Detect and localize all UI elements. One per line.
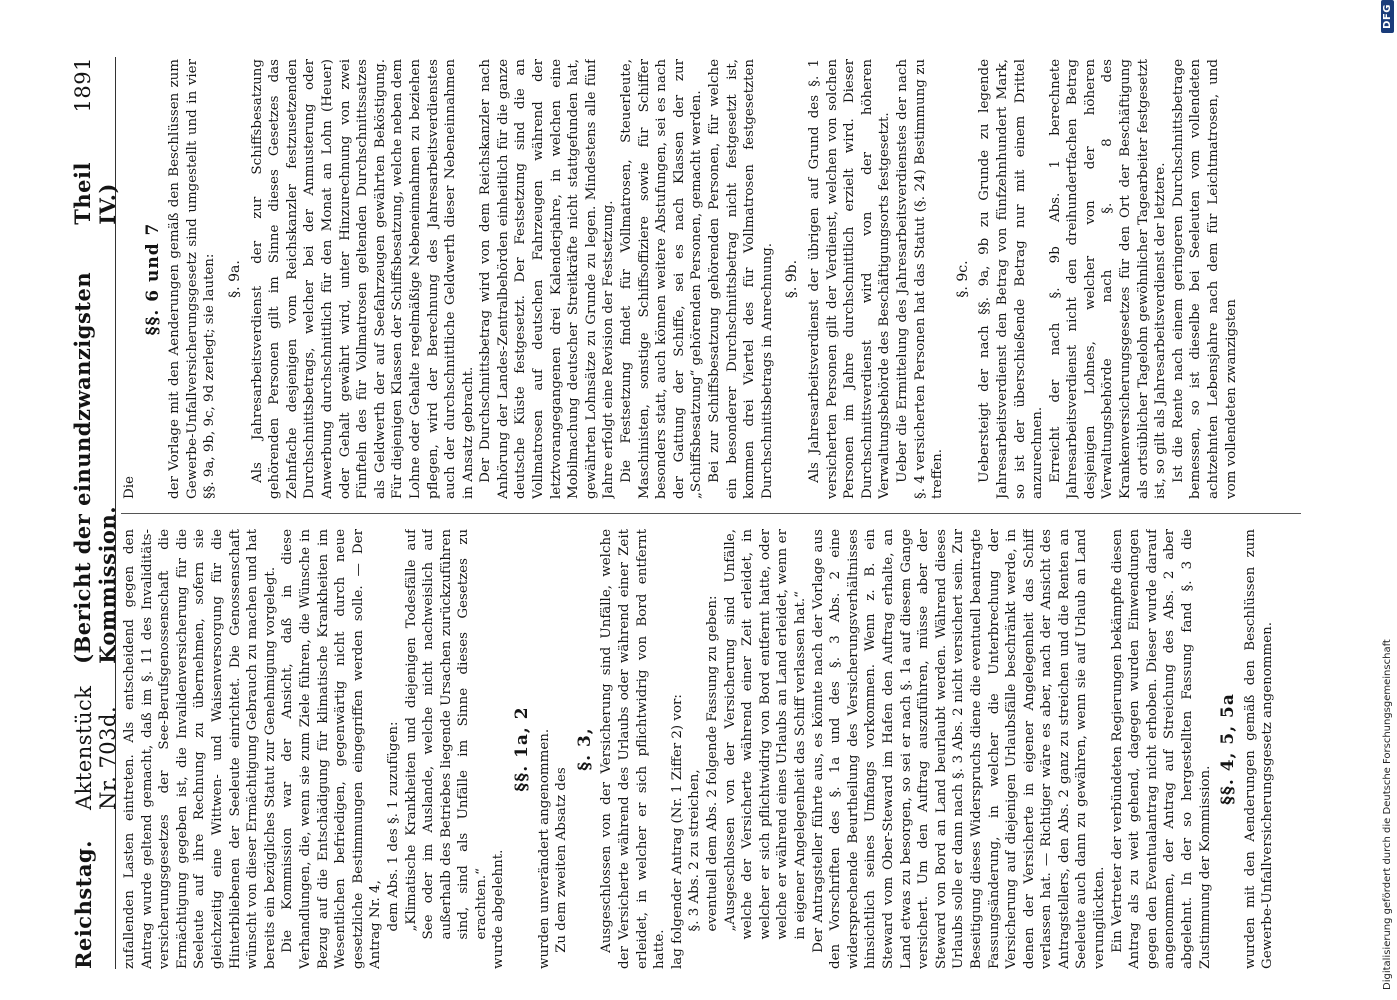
paragraph: Die Festsetzung findet für Vollmatrosen, Steuerleute, Maschinisten, sonstige Schiffsoffiziere sowie für Schiffer besonders statt, auch können weitere Abstufungen, sei es nach der Gattung der Schiffe, sei es nach Klassen der zur „Schiffsbesatzung“ gehörenden Personen, gemacht werden. [619,59,705,499]
paragraph: zufallenden Lasten eintreten. Als entscheidend gegen den Antrag wurde geltend gemacht, daß im §. 11 des Invaliditäts-versicherungsgesetzes der See-Berufsgenossenschaft die Ermächtigung gegeben ist, die Invalidenversicherung für die Seeleute auf ihre Rechnung zu übernehmen, sofern sie gleichzeitig eine Wittwen- und Waisenversorgung für die Hinterbliebenen der Seeleute einrichtet. Die Genossenschaft wünscht von dieser Ermächtigung Gebrauch zu machen und hat bereits ein bezügliches Statut zur Genehmigung vorgelegt. [122,529,278,969]
paragraph-heading: §. 9a. [226,260,243,298]
paragraph: Der Durchschnittsbetrag wird von dem Reichskanzler nach Anhörung der Landes-Zentralbehörden einheitlich für die ganze deutsche Küste festgesetzt. Der Festsetzung sind die an Vollmatrosen auf deutschen Fahrzeugen während der letztvorangegangenen drei Kalenderjahre, in welchen eine Mobilmachung deutscher Streitkräfte nicht stattgefunden hat, gewährten Lohnsätze zu Grunde zu legen. Mindestens alle fünf Jahre erfolgt eine Revision der Festsetzung. [478,59,617,499]
running-head [70,57,120,969]
paragraph: lag folgender Antrag (Nr. 1 Ziffer 2) vor: [669,694,685,969]
paragraph: eventuell dem Abs. 2 folgende Fassung zu geben: [705,595,720,932]
column-divider [121,513,1301,514]
paragraph: Ueber die Ermittelung des Jahresarbeitsverdienstes der nach §. 4 versicherten Personen hat das Statut (§. 24) Bestimmung zu treffen. [894,59,946,499]
header-doc-ref: Aktenstück Nr. 703d. [71,685,120,811]
paragraph: wurden unverändert angenommen. [536,728,552,969]
paragraph: Ist die Rente nach einem geringeren Durchschnittsbetrage bemessen, so ist dieselbe bei Seeleuten vom vollendeten achtzehnten Lebensjahre nach dem für Leichtmatrosen, und vom vollendeten zwanzigsten [1170,59,1239,499]
paragraph: der Vorlage mit den Aenderungen gemäß den Beschlüssen zum Gewerbe-Unfallversicherungsgesetz sind umgestellt und in vier §§. 9a, 9b, 9c, 9d zerlegt; sie lauten: [167,59,218,499]
paragraph: Die [122,476,137,499]
paragraph: Der Antragsteller führte aus, es könnte nach der Vorlage aus den Vorschriften des §. 1a und des §. 3 Abs. 2 eine widersprechende Beurtheilung des Versicherungsverhältnisses hinsichtlich seines Umfangs vorkommen. Wenn z. B. ein Steward vom Ober-Steward im Hafen den Auftrag erhalte, an Land etwas zu besorgen, so sei er nach §. 1a auf diesem Gange versichert. Um den Auftrag auszuführen, müsse aber der Steward von Bord an Land beurlaubt werden. Während dieses Urlaubs solle er dann nach §. 3 Abs. 2 nicht versichert sein. Zur Beseitigung dieses Widerspruchs diene die eventuell beantragte Fassungsänderung, in welcher die Unterbrechung der Versicherung auf diejenigen Urlaubsfälle beschränkt werde, in denen der Versicherte in eigener Angelegenheit das Schiff verlassen hat. — Richtiger wäre es aber, nach der Ansicht des Antragstellers, den Abs. 2 ganz zu streichen und die Renten an Seeleute auch dann zu gewähren, wenn sie auf Urlaub an Land verunglückten. [810,529,1108,969]
left-column [121,529,1306,969]
running-head-left [71,664,120,969]
quoted-amendment: „Klimatische Krankheiten und diejenigen Todesfälle auf See oder im Auslande, welche nicht nachweislich auf außerhalb des Betriebes liegende Ursachen zurückzuführen sind, sind als Unfälle im Sinne dieses Gesetzes zu erachten.“ [403,529,489,940]
header-left-title: Reichstag. [70,840,96,969]
section-heading: §§. 6 und 7 [142,222,163,336]
paragraph: Die Kommission war der Ansicht, daß in diese Verhandlungen, die, wenn sie zum Ziele führen, die Wünsche in Bezug auf die Entschädigung für klimatische Krankheiten im Wesentlichen befriedigen, gegenwärtig nicht durch neue gesetzliche Bestimmungen eingegriffen werden solle. — Der Antrag Nr. 4, [280,529,384,969]
digitization-notice-text: Digitalisierung gefördert durch die Deutsche Forschungsgemeinschaft [1381,639,1393,990]
document-page [70,57,1309,969]
quoted-amendment: „Ausgeschlossen von der Versicherung sind Unfälle, welche der Versicherte während einer Zeit erleidet, in welcher er sich pflichtwidrig von Bord entfernt hatte, oder welche er während eines Urlaubs an Land erleidet, wenn er in eigener Angelegenheit das Schiff verlassen hat.“ [722,529,808,940]
header-part: Theil IV.) [70,162,120,225]
paragraph: wurden mit den Aenderungen gemäß den Beschlüssen zum Gewerbe-Unfallversicherungsgesetz angenommen. [1242,529,1276,969]
dfg-logo: DFG [1381,0,1394,33]
paragraph: Bei zur Schiffsbesatzung gehörenden Personen, für welche ein besonderer Durchschnittsbetrag nicht festgesetzt ist, kommen drei Viertel des für Vollmatrosen festgesetzten Durchschnittsbetrags in Anrechnung. [707,59,775,499]
digitization-notice [1380,0,1394,990]
header-center-title: (Bericht der einundzwanzigsten Kommission. [70,271,120,664]
paragraph: Als Jahresarbeitsverdienst der übrigen auf Grund des §. 1 versicherten Personen gilt der Verdienst, welchen von solchen Personen im Jahre durchschnittlich erzielt wird. Dieser Durchschnittsverdienst wird von der höheren Verwaltungsbehörde des Beschäftigungsorts festgesetzt. [806,59,893,499]
section-heading: §§. 4, 5, 5a [1218,693,1239,805]
paragraph: Ausgeschlossen von der Versicherung sind Unfälle, welche der Versicherte während des Urlaubs oder während einer Zeit erleidet, in welcher er sich pflichtwidrig von Bord entfernt hatte. [599,529,668,969]
paragraph: Zu dem zweiten Absatz des [554,767,570,953]
paragraph: Uebersteigt der nach §§. 9a, 9b zu Grunde zu legende Jahresarbeitsverdienst den Betrag von fünfzehnhundert Mark, so ist der überschießende Betrag nur mit einem Drittel anzurechnen. [977,59,1046,499]
paragraph: §. 3 Abs. 2 zu streichen, [687,769,703,932]
section-heading: §§. 1a, 2 [512,706,533,792]
paragraph: Ein Vertreter der verbündeten Regierungen bekämpfte diesen Antrag als zu weit gehend, dagegen wurden Einwendungen gegen den Eventualantrag nicht erhoben. Dieser wurde darauf angenommen, der Antrag auf Streichung des Abs. 2 aber abgelehnt. In der so hergestellten Fassung fand §. 3 die Zustimmung der Kommission. [1109,529,1213,969]
paragraph: Erreicht der nach §. 9b Abs. 1 berechnete Jahresarbeitsverdienst nicht den dreihundertfachen Betrag desjenigen Lohnes, welcher von der höheren Verwaltungsbehörde nach §. 8 des Krankenversicherungsgesetzes für den Ort der Beschäftigung als ortsüblicher Tagelohn gewöhnlicher Tagearbeiter festgesetzt ist, so gilt als Jahresarbeitsverdienst der letztere. [1047,59,1169,499]
right-column [121,59,1306,499]
header-year: 1891 [71,57,95,113]
paragraph-heading: §. 9c. [954,260,971,298]
paragraph: Als Jahresarbeitsverdienst der zur Schiffsbesatzung gehörenden Personen gilt im Sinne dieses Gesetzes das Zehnfache desjenigen vom Reichskanzler festzusetzenden Durchschnittsbetrags, welcher bei der Anmusterung oder Anwerbung durchschnittlich für den Monat an Lohn (Heuer) oder Gehalt gewährt wird, unter Hinzurechnung von zwei Fünfteln des für Vollmatrosen geltenden Durchschnittssatzes als Geldwerth der auf Seefahrzeugen gewährten Beköstigung. Für diejenigen Klassen der Schiffsbesatzung, welche neben dem Lohne oder Gehalte regelmäßige Nebeneinnahmen zu beziehen pflegen, wird der Berechnung des Jahresarbeitsverdienstes auch der durchschnittliche Geldwerth dieser Nebeneinnahmen in Ansatz gebracht. [249,59,476,499]
paragraph: dem Abs. 1 des §. 1 zuzufügen: [385,721,401,932]
paragraph: wurde abgelehnt. [491,849,507,969]
section-heading: §. 3, [574,727,595,771]
paragraph-heading: §. 9b. [784,259,801,299]
running-head-right [70,57,120,664]
